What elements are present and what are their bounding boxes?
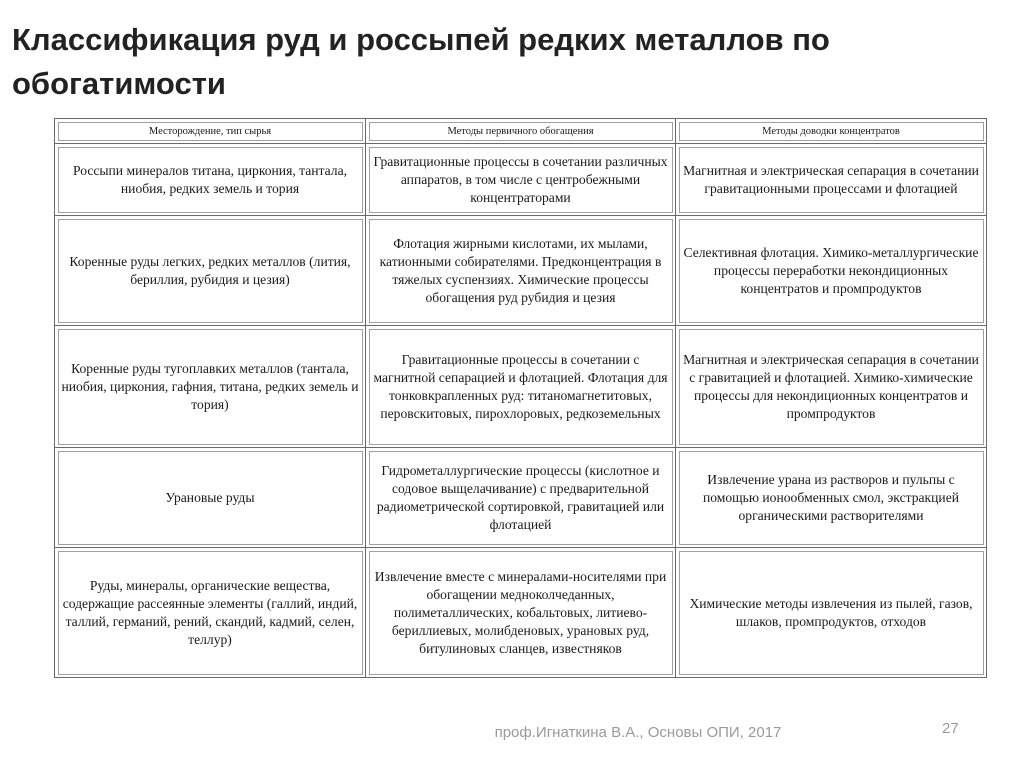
slide-title: Классификация руд и россыпей редких металлов по обогатимости bbox=[12, 22, 830, 101]
cell-primary-methods: Гравитационные процессы в сочетании с магнитной сепарацией и флотацией. Флотация для тонковкрапленных руд: титаномагнетитовых, перовскитовых, пирохлоровых, редкоземельных bbox=[366, 326, 676, 448]
page-number: 27 bbox=[942, 720, 959, 737]
cell-deposit-type: Урановые руды bbox=[55, 448, 366, 548]
cell-finishing-methods: Химические методы извлечения из пылей, газов, шлаков, промпродуктов, отходов bbox=[676, 548, 987, 678]
ore-classification-table-container bbox=[54, 118, 986, 678]
cell-deposit-type: Россыпи минералов титана, циркония, тантала, ниобия, редких земель и тория bbox=[55, 144, 366, 216]
header-finishing-methods: Методы доводки концентратов bbox=[676, 119, 987, 144]
cell-primary-methods: Гравитационные процессы в сочетании различных аппаратов, в том числе с центробежными концентраторами bbox=[366, 144, 676, 216]
cell-deposit-type: Коренные руды легких, редких металлов (лития, бериллия, рубидия и цезия) bbox=[55, 216, 366, 326]
cell-finishing-methods: Магнитная и электрическая сепарация в сочетании с гравитацией и флотацией. Химико-химические процессы для некондиционных концентратов и промпродуктов bbox=[676, 326, 987, 448]
cell-finishing-methods: Селективная флотация. Химико-металлургические процессы переработки некондиционных концентратов и промпродуктов bbox=[676, 216, 987, 326]
cell-primary-methods: Гидрометаллургические процессы (кислотное и содовое выщелачивание) с предварительной радиометрической сортировкой, гравитацией или флотацией bbox=[366, 448, 676, 548]
table-header-row bbox=[55, 119, 987, 144]
cell-finishing-methods: Магнитная и электрическая сепарация в сочетании гравитационными процессами и флотацией bbox=[676, 144, 987, 216]
header-primary-methods: Методы первичного обогащения bbox=[366, 119, 676, 144]
table-row bbox=[55, 216, 987, 326]
cell-finishing-methods: Извлечение урана из растворов и пульпы с помощью ионообменных смол, экстракцией органическими растворителями bbox=[676, 448, 987, 548]
table-row bbox=[55, 326, 987, 448]
cell-primary-methods: Флотация жирными кислотами, их мылами, катионными собирателями. Предконцентрация в тяжелых суспензиях. Химические процессы обогащения руд рубидия и цезия bbox=[366, 216, 676, 326]
table-row bbox=[55, 144, 987, 216]
cell-primary-methods: Извлечение вместе с минералами-носителями при обогащении медноколчеданных, полиметаллических, кобальтовых, литиево-бериллиевых, молибденовых, урановых руд, битулиновых сланцев, известняков bbox=[366, 548, 676, 678]
cell-deposit-type: Руды, минералы, органические вещества, содержащие рассеянные элементы (галлий, индий, таллий, германий, рений, скандий, кадмий, селен, теллур) bbox=[55, 548, 366, 678]
table-row bbox=[55, 548, 987, 678]
cell-deposit-type: Коренные руды тугоплавких металлов (тантала, ниобия, циркония, гафния, титана, редких земель и тория) bbox=[55, 326, 366, 448]
header-deposit-type: Месторождение, тип сырья bbox=[55, 119, 366, 144]
table-row bbox=[55, 448, 987, 548]
ore-classification-table bbox=[54, 118, 987, 678]
footer-author: проф.Игнаткина В.А., Основы ОПИ, 2017 bbox=[494, 724, 782, 741]
